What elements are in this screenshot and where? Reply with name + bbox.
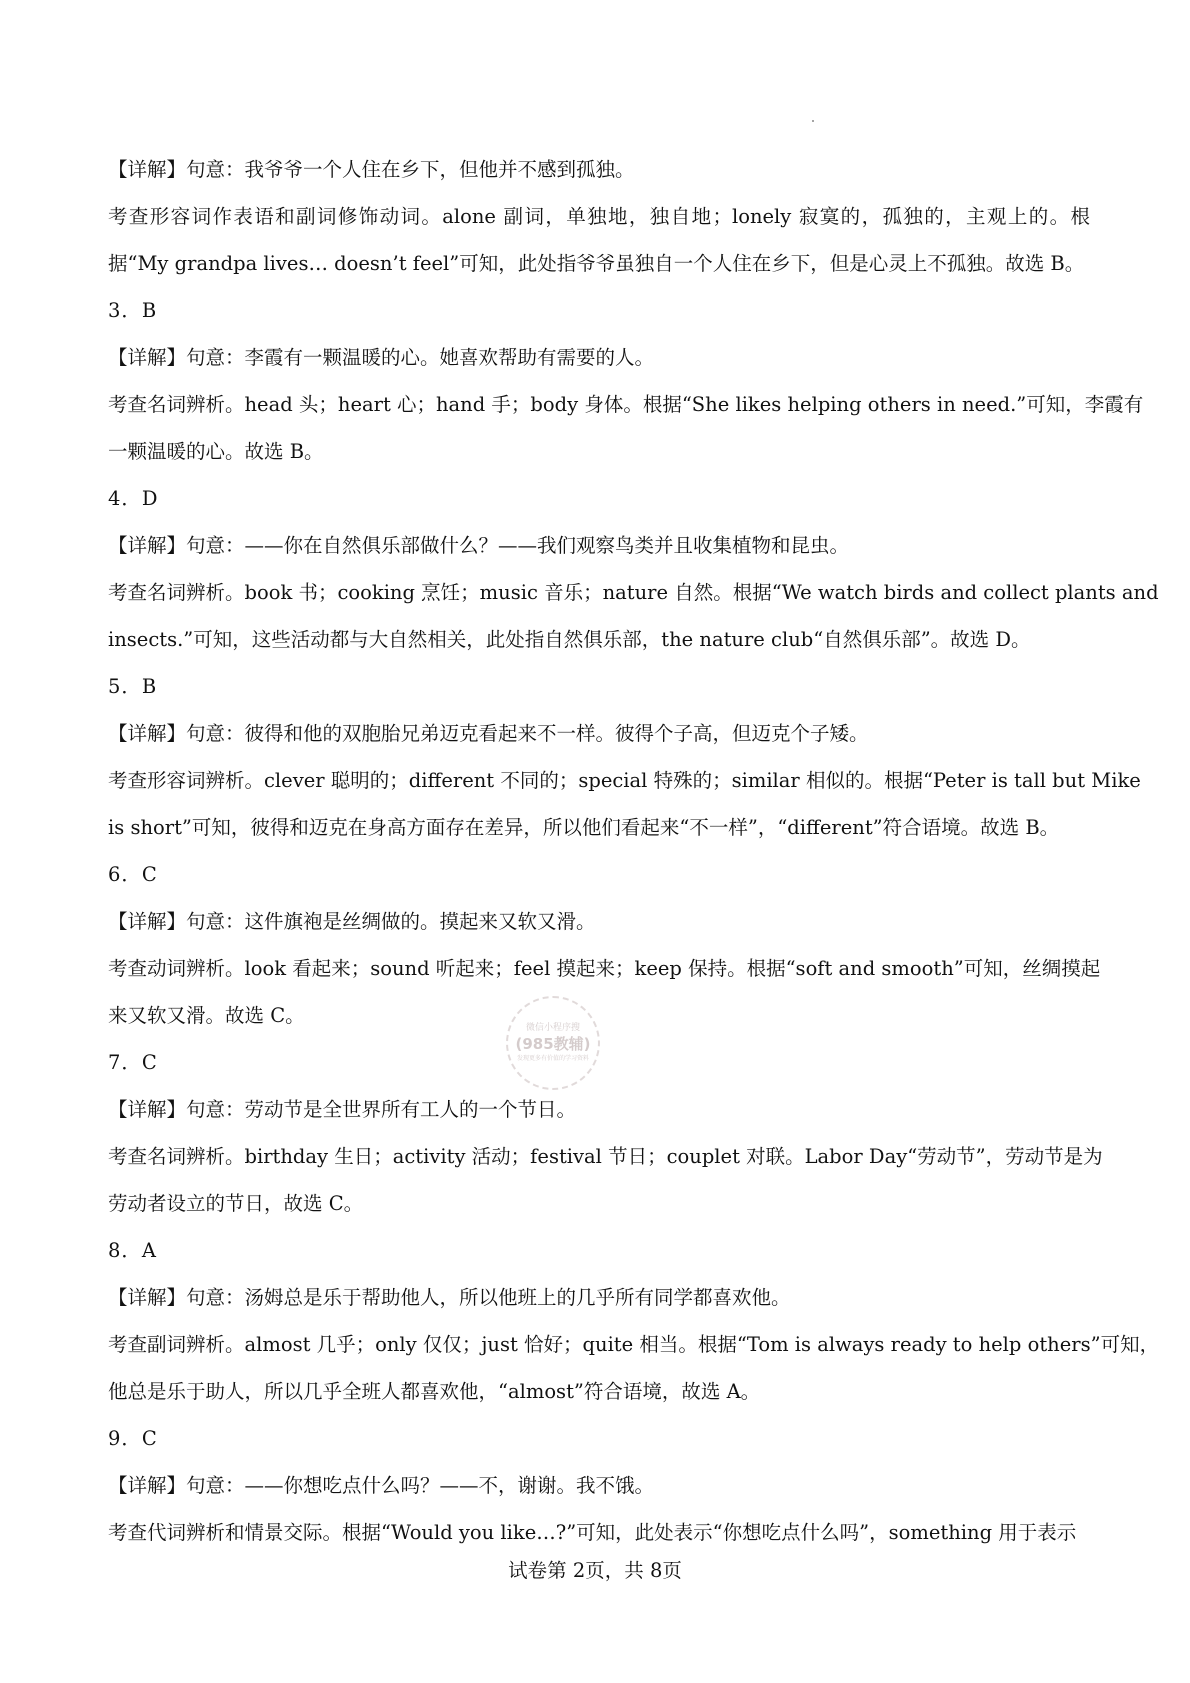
explanation-text: 他总是乐于助人，所以几乎全班人都喜欢他，“almost”符合语境，故选 A。 [108,1380,761,1403]
answer-number: 6．C [108,863,158,886]
explanation-translation: 【详解】句意：我爷爷一个人住在乡下，但他并不感到孤独。 [108,158,635,181]
answer-number: 4．D [108,487,159,510]
answer-block [108,663,1141,851]
answer-block [108,287,1144,475]
answer-explanations [108,146,1160,1556]
explanation-text: 考查副词辨析。almost 几乎；only 仅仅；just 恰好；quite 相当。根据“Tom is always ready to help others”可知， [108,1333,1160,1356]
explanation-translation: 【详解】句意：彼得和他的双胞胎兄弟迈克看起来不一样。彼得个子高，但迈克个子矮。 [108,722,869,745]
explanation-text: 考查名词辨析。birthday 生日；activity 活动；festival 节日；couplet 对联。Labor Day“劳动节”，劳动节是为 [108,1145,1103,1168]
answer-block [108,475,1159,663]
answer-block [108,851,1101,1039]
explanation-translation: 【详解】句意：——你在自然俱乐部做什么？——我们观察鸟类并且收集植物和昆虫。 [108,534,850,557]
explanation-translation: 【详解】句意：汤姆总是乐于帮助他人，所以他班上的几乎所有同学都喜欢他。 [108,1286,791,1309]
page-footer: 试卷第 2页，共 8页 [508,1559,682,1582]
answer-number: 5．B [108,675,158,698]
explanation-text: is short”可知，彼得和迈克在身高方面存在差异，所以他们看起来“不一样”，“different”符合语境。故选 B。 [108,816,1060,839]
explanation-text: 考查名词辨析。book 书；cooking 烹饪；music 音乐；nature 自然。根据“We watch birds and collect plants and [108,581,1159,604]
explanation-text: 考查形容词作表语和副词修饰动词。alone 副词，单独地，独自地；lonely 寂寞的，孤独的，主观上的。根 [108,205,1090,228]
explanation-text: 来又软又滑。故选 C。 [108,1004,305,1027]
explanation-text: 考查代词辨析和情景交际。根据“Would you like…?”可知，此处表示“你想吃点什么吗”，something 用于表示 [108,1521,1077,1544]
answer-number: 7．C [108,1051,158,1074]
explanation-translation: 【详解】句意：劳动节是全世界所有工人的一个节日。 [108,1098,577,1121]
answer-number: 8．A [108,1239,157,1262]
explanation-text: 考查动词辨析。look 看起来；sound 听起来；feel 摸起来；keep 保持。根据“soft and smooth”可知，丝绸摸起 [108,957,1101,980]
answer-block [108,1227,1160,1415]
watermark-stamp: 微信小程序搜 (985教辅) 发现更多有价值的学习资料 [506,996,600,1090]
scan-speck [812,120,814,122]
explanation-text: insects.”可知，这些活动都与大自然相关，此处指自然俱乐部，the nature club“自然俱乐部”。故选 D。 [108,628,1031,651]
explanation-text: 据“My grandpa lives… doesn’t feel”可知，此处指爷爷虽独自一个人住在乡下，但是心灵上不孤独。故选 B。 [108,252,1085,275]
explanation-text: 劳动者设立的节日，故选 C。 [108,1192,364,1215]
explanation-translation: 【详解】句意：李霞有一颗温暖的心。她喜欢帮助有需要的人。 [108,346,655,369]
explanation-translation: 【详解】句意：这件旗袍是丝绸做的。摸起来又软又滑。 [108,910,596,933]
explanation-text: 考查形容词辨析。clever 聪明的；different 不同的；special 特殊的；similar 相似的。根据“Peter is tall but Mike [108,769,1141,792]
answer-block [108,1039,1103,1227]
explanation-translation: 【详解】句意：——你想吃点什么吗？——不，谢谢。我不饿。 [108,1474,655,1497]
answer-block [108,1415,1090,1556]
answer-number: 3．B [108,299,158,322]
explanation-text: 考查名词辨析。head 头；heart 心；hand 手；body 身体。根据“She likes helping others in need.”可知，李霞有 [108,393,1144,416]
explanation-text: 一颗温暖的心。故选 B。 [108,440,324,463]
answer-block [108,146,1090,287]
answer-number: 9．C [108,1427,158,1450]
